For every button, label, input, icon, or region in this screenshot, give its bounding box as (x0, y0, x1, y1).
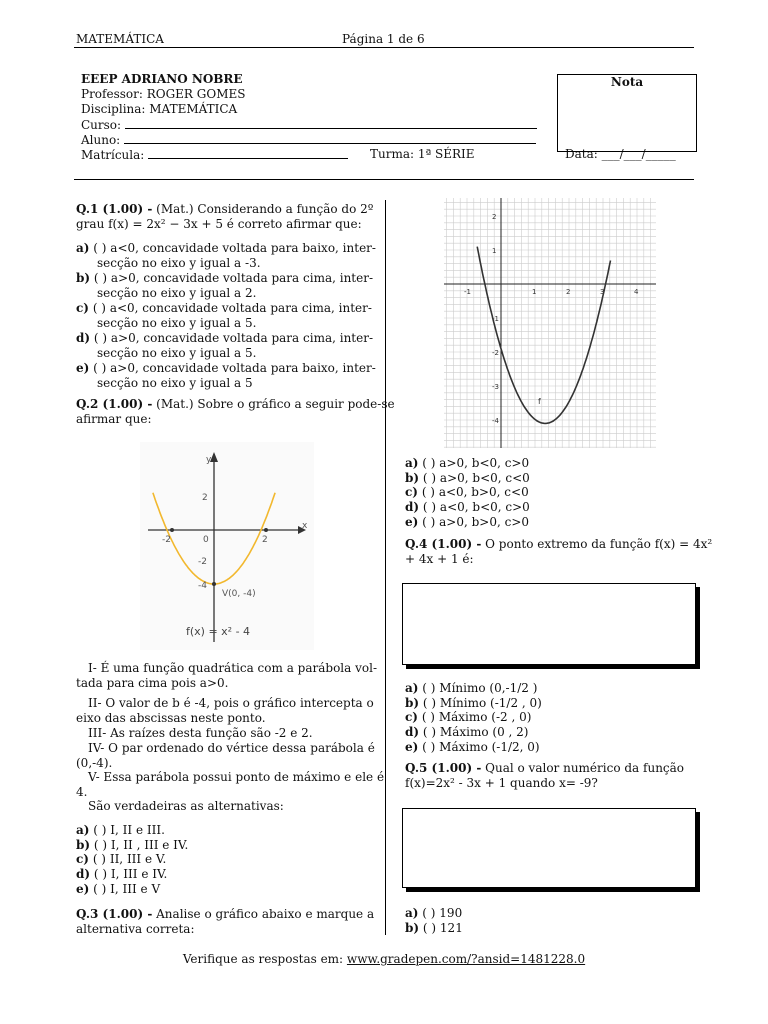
q3-x-tick-label: 3 (600, 288, 605, 296)
option-0[interactable] (76, 241, 376, 271)
option-text-cont: secção no eixo y igual a 2. (97, 286, 257, 300)
option-0[interactable] (76, 823, 165, 838)
option-letter: b) (405, 920, 420, 935)
q2-vertex (212, 582, 216, 586)
turma-line: Turma: 1ª SÉRIE (370, 147, 475, 161)
option-0[interactable] (405, 906, 462, 921)
option-checkbox[interactable]: ( ) (422, 920, 437, 935)
option-1[interactable] (405, 696, 542, 711)
option-checkbox[interactable]: ( ) (422, 456, 436, 470)
q3-x-tick-label: 1 (532, 288, 537, 296)
q3-y-tick-label: -3 (492, 383, 499, 391)
option-4[interactable] (405, 515, 529, 530)
option-text: a<0, concavidade voltada para baixo, inter- (110, 241, 376, 255)
option-letter: d) (76, 867, 91, 882)
q2-line2: afirmar que: (76, 412, 152, 426)
q2-tick-y-neg2: -2 (198, 557, 207, 567)
option-1[interactable] (76, 271, 373, 301)
footer-prefix: Verifique as respostas em: (182, 952, 344, 966)
header-rule (74, 47, 694, 48)
q3-graph (444, 198, 656, 448)
option-text-cont: secção no eixo y igual a -3. (97, 256, 261, 270)
option-text: I, II e III. (110, 823, 165, 837)
aluno-blank[interactable] (124, 132, 536, 144)
option-checkbox[interactable]: ( ) (93, 823, 107, 837)
option-checkbox[interactable]: ( ) (422, 500, 437, 515)
option-text: Mínimo (0,-1/2 ) (439, 681, 538, 695)
q3-x-tick-label: -1 (464, 288, 471, 296)
option-text: a>0, b<0, c>0 (439, 456, 530, 470)
option-3[interactable] (76, 331, 373, 361)
option-letter: b) (76, 837, 91, 852)
q2-statement-line: I- É uma função quadrática com a parábola vol- (88, 661, 378, 675)
q2-tick-y-neg4: -4 (198, 581, 207, 591)
q2-statement-line: eixo das abscissas neste ponto. (76, 711, 266, 725)
option-1[interactable] (405, 921, 463, 936)
q2-root-right (264, 528, 268, 532)
option-letter: d) (405, 725, 420, 740)
q3-y-tick-label: 2 (492, 213, 497, 221)
option-letter: c) (405, 485, 418, 500)
option-4[interactable] (76, 882, 160, 897)
q4-head: Q.4 (1.00) - (405, 537, 482, 551)
option-letter: a) (405, 906, 419, 920)
option-checkbox[interactable]: ( ) (422, 906, 436, 920)
option-checkbox[interactable]: ( ) (422, 695, 437, 710)
q2-line1: (Mat.) Sobre o gráfico a seguir pode-se (156, 397, 395, 411)
option-4[interactable] (405, 740, 540, 755)
q2-tick-y-2: 2 (202, 493, 208, 503)
q2-graph-background (140, 442, 314, 650)
option-2[interactable] (405, 485, 529, 500)
option-checkbox[interactable]: ( ) (93, 881, 107, 896)
q2-root-left (170, 528, 174, 532)
option-text: a<0, b>0, c<0 (438, 485, 529, 500)
option-letter: e) (76, 361, 90, 375)
q3-y-tick-label: 1 (492, 247, 497, 255)
option-letter: b) (76, 271, 91, 285)
option-checkbox[interactable]: ( ) (422, 739, 436, 754)
option-text-cont: secção no eixo y igual a 5. (97, 346, 257, 360)
q3-head: Q.3 (1.00) - (76, 907, 153, 921)
option-letter: a) (405, 456, 419, 470)
question-1 (76, 202, 374, 232)
aluno-field[interactable] (81, 132, 536, 148)
q5-head: Q.5 (1.00) - (405, 761, 482, 775)
curso-blank[interactable] (125, 117, 537, 129)
q4-line1: O ponto extremo da função f(x) = 4x² (485, 537, 713, 551)
option-letter: c) (76, 852, 89, 867)
q3-grid (444, 198, 656, 448)
q3-line2: alternativa correta: (76, 922, 195, 936)
question-5 (405, 761, 697, 791)
option-checkbox[interactable]: ( ) (93, 331, 108, 345)
option-text-cont: secção no eixo y igual a 5. (97, 316, 257, 330)
option-letter: e) (405, 739, 419, 754)
q2-statement-line: 4. (76, 785, 88, 799)
option-letter: e) (76, 881, 90, 896)
question-2 (76, 397, 395, 427)
option-1[interactable] (76, 838, 188, 853)
option-text: I, II , III e IV. (110, 837, 189, 852)
q2-tick-x-neg2: -2 (162, 535, 171, 545)
option-3[interactable] (405, 725, 528, 740)
curso-field[interactable] (81, 117, 537, 133)
option-text: a<0, b<0, c>0 (439, 500, 530, 515)
q3-line1: Analise o gráfico abaixo e marque a (156, 907, 375, 921)
option-text: Máximo (-1/2, 0) (439, 739, 540, 754)
info-rule (74, 179, 694, 180)
option-text-cont: secção no eixo y igual a 5 (97, 376, 253, 390)
option-text: a<0, concavidade voltada para cima, inter- (109, 301, 372, 315)
header-subject: MATEMÁTICA (76, 32, 164, 46)
q5-line2: f(x)=2x² - 3x + 1 quando x= -9? (405, 776, 598, 790)
q2-graph (140, 442, 314, 650)
option-0[interactable] (405, 456, 529, 471)
option-text: II, III e V. (109, 852, 167, 867)
option-letter: a) (76, 241, 90, 255)
discipline-line: Disciplina: MATEMÁTICA (81, 102, 238, 116)
matricula-blank[interactable] (148, 147, 348, 159)
option-3[interactable] (76, 867, 167, 882)
option-1[interactable] (405, 471, 530, 486)
q2-statement-line: IV- O par ordenado do vértice dessa parábola é (88, 741, 375, 755)
option-checkbox[interactable]: ( ) (93, 867, 108, 882)
q5-line1: Qual o valor numérico da função (485, 761, 685, 775)
option-checkbox[interactable]: ( ) (93, 271, 108, 285)
option-2[interactable] (405, 710, 531, 725)
option-letter: e) (405, 514, 419, 529)
q2-y-label: y (206, 455, 212, 465)
option-text: a>0, b<0, c<0 (439, 470, 530, 485)
q3-x-tick-label: 2 (566, 288, 571, 296)
column-divider (385, 200, 386, 935)
q3-x-tick-label: 4 (634, 288, 639, 296)
footer (0, 952, 768, 966)
q1-line1: (Mat.) Considerando a função do 2º (156, 202, 374, 216)
option-text: Máximo (0 , 2) (439, 725, 529, 740)
q2-head: Q.2 (1.00) - (76, 397, 153, 411)
q2-origin-label: 0 (203, 535, 209, 545)
option-2[interactable] (76, 852, 166, 867)
option-text: a>0, concavidade voltada para cima, inter- (110, 331, 374, 345)
q3-y-tick-label: -4 (492, 417, 499, 425)
question-3 (76, 907, 375, 937)
option-text: Máximo (-2 , 0) (438, 710, 532, 725)
q1-head: Q.1 (1.00) - (76, 202, 153, 216)
q2-statement-line: (0,-4). (76, 756, 113, 770)
question-4 (405, 537, 713, 567)
option-checkbox[interactable]: ( ) (93, 361, 107, 375)
data-blank[interactable]: ___/___/_____ (601, 147, 676, 161)
footer-link[interactable]: www.gradepen.com/?ansid=1481228.0 (346, 952, 586, 966)
option-checkbox[interactable]: ( ) (422, 470, 437, 485)
q3-y-tick-label: -2 (492, 349, 499, 357)
option-letter: d) (405, 500, 420, 515)
grade-box (557, 74, 697, 152)
option-checkbox[interactable]: ( ) (422, 514, 436, 529)
option-checkbox[interactable]: ( ) (92, 301, 106, 315)
option-checkbox[interactable]: ( ) (93, 241, 107, 255)
option-checkbox[interactable]: ( ) (93, 837, 108, 852)
option-0[interactable] (405, 681, 537, 696)
q3-tick-labels (464, 213, 639, 425)
professor-line: Professor: ROGER GOMES (81, 87, 246, 101)
option-checkbox[interactable]: ( ) (422, 681, 436, 695)
option-4[interactable] (76, 361, 376, 391)
q2-statement-line: III- As raízes desta função são -2 e 2. (88, 726, 313, 740)
option-letter: a) (405, 681, 419, 695)
option-checkbox[interactable]: ( ) (421, 710, 435, 725)
option-letter: a) (76, 823, 90, 837)
option-checkbox[interactable]: ( ) (421, 485, 435, 500)
option-text: a>0, concavidade voltada para baixo, inter- (110, 361, 376, 375)
aluno-label: Aluno: (81, 133, 121, 147)
q2-vertex-label: V(0, -4) (222, 589, 256, 599)
matricula-field[interactable] (81, 147, 348, 163)
option-letter: b) (405, 470, 420, 485)
option-text: I, III e IV. (110, 867, 168, 882)
q4-line2: + 4x + 1 é: (405, 552, 474, 566)
q2-statement-line: tada para cima pois a>0. (76, 676, 229, 690)
option-text: a>0, concavidade voltada para cima, inter- (110, 271, 374, 285)
option-checkbox[interactable]: ( ) (422, 725, 437, 740)
option-3[interactable] (405, 500, 530, 515)
q2-statement-line: São verdadeiras as alternativas: (88, 799, 284, 813)
option-text: I, III e V (110, 881, 161, 896)
q3-parabola (477, 247, 610, 424)
option-letter: c) (405, 710, 418, 725)
q5-answer-box[interactable] (402, 808, 696, 888)
option-checkbox[interactable]: ( ) (92, 852, 106, 867)
option-text: 190 (439, 906, 463, 920)
option-text: 121 (439, 920, 463, 935)
data-label: Data: (565, 147, 598, 161)
school-name: EEEP ADRIANO NOBRE (81, 72, 243, 86)
option-text: Mínimo (-1/2 , 0) (439, 695, 542, 710)
matricula-label: Matrícula: (81, 148, 145, 162)
q2-x-label: x (302, 521, 308, 531)
curso-label: Curso: (81, 118, 122, 132)
q2-function-label: f(x) = x² - 4 (186, 625, 251, 638)
q1-line2: grau f(x) = 2x² − 3x + 5 é correto afirmar que: (76, 217, 362, 231)
q4-answer-box[interactable] (402, 583, 696, 665)
option-letter: d) (76, 331, 91, 345)
q3-y-tick-label: -1 (492, 315, 499, 323)
option-text: a>0, b>0, c>0 (439, 514, 530, 529)
q3-curve-label: f (538, 397, 541, 406)
q2-tick-x-pos2: 2 (262, 535, 268, 545)
option-letter: c) (76, 301, 89, 315)
option-2[interactable] (76, 301, 372, 331)
q2-statement-line: V- Essa parábola possui ponto de máximo e ele é (88, 770, 385, 784)
q2-statement-line: II- O valor de b é -4, pois o gráfico intercepta o (88, 696, 374, 710)
header-page-number: Página 1 de 6 (342, 32, 425, 46)
option-letter: b) (405, 695, 420, 710)
grade-label: Nota (610, 75, 644, 89)
